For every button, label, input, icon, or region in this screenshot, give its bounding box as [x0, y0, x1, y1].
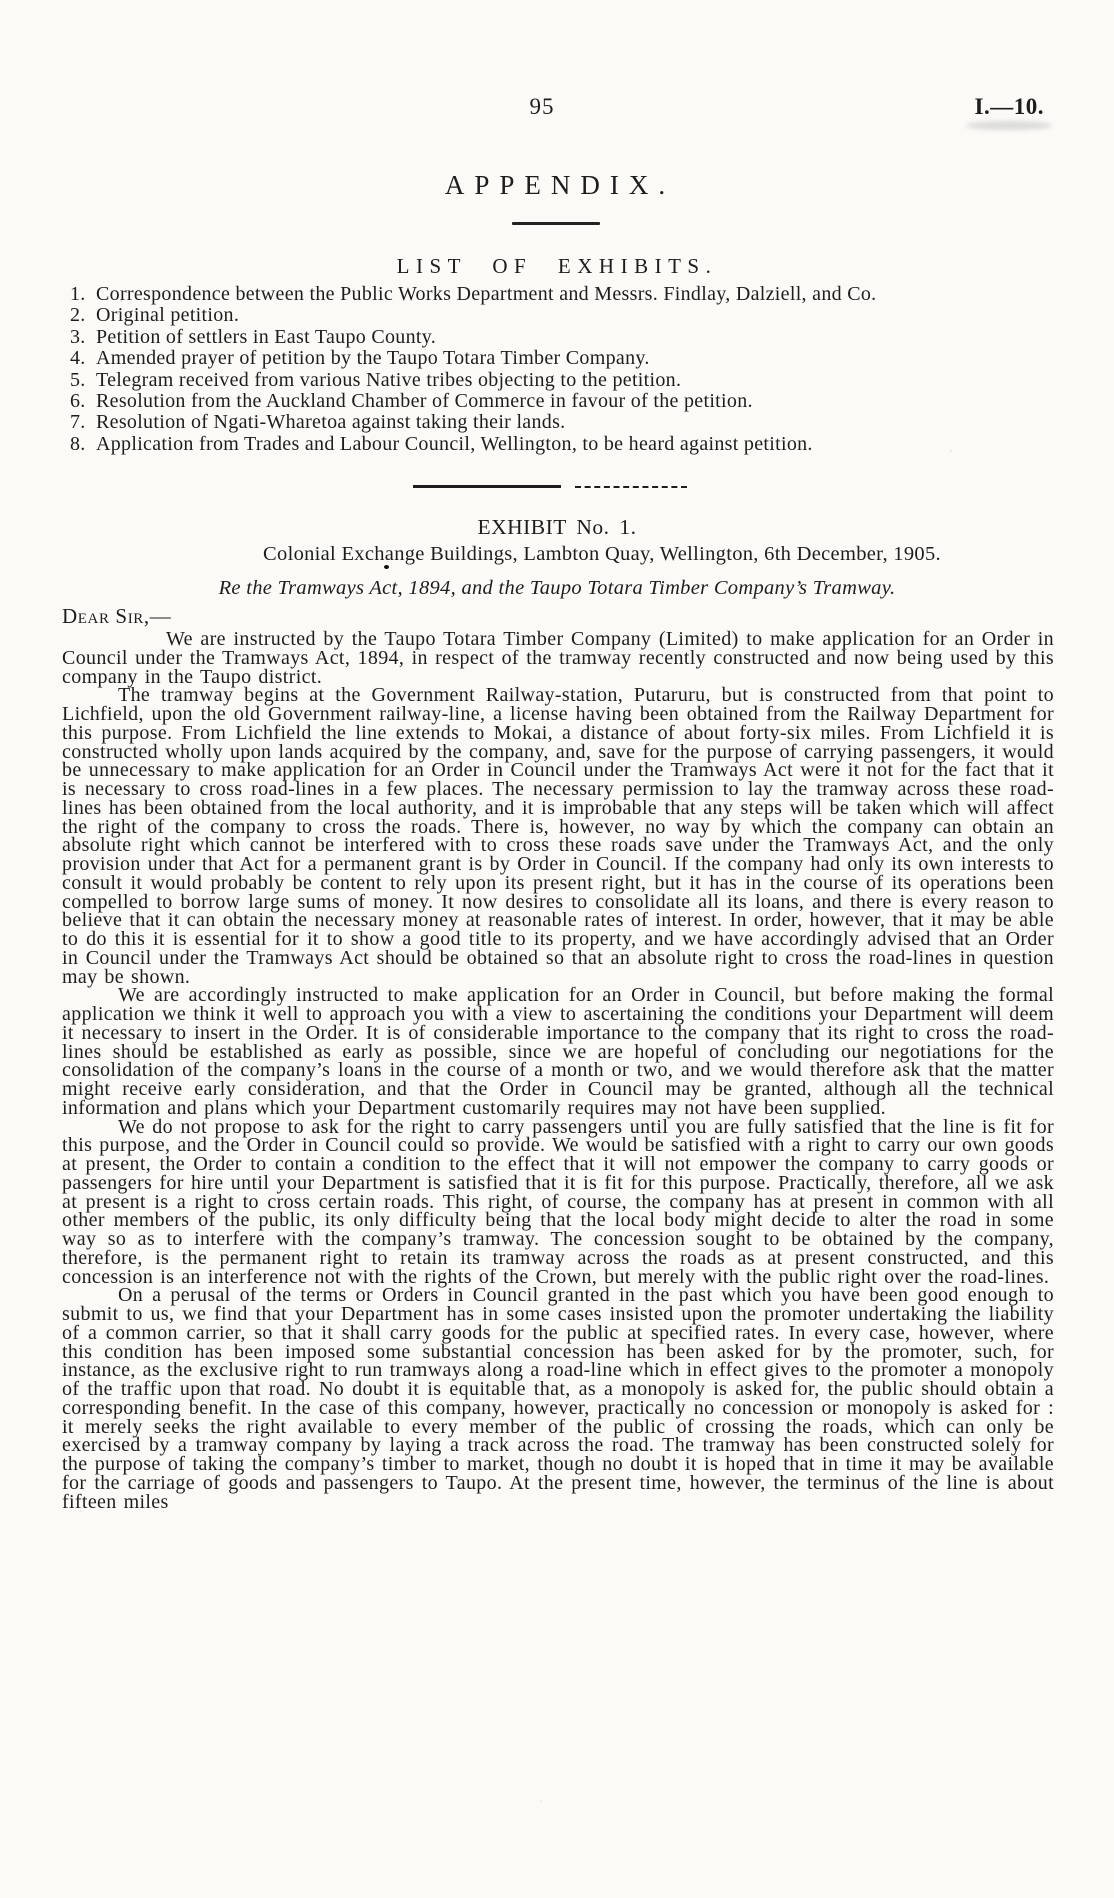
- exhibit-list-item: [62, 391, 1058, 412]
- exhibit-list-item: [62, 434, 1058, 455]
- exhibit-number: 1.: [70, 283, 86, 305]
- ink-dot: [384, 565, 389, 569]
- letter-body: [62, 630, 1054, 1511]
- exhibit-list-item: [62, 305, 1058, 326]
- exhibit-list-item: [62, 284, 1058, 305]
- exhibit-text: Correspondence between the Public Works Department and Messrs. Findlay, Dalziell, and Co.: [96, 283, 877, 305]
- exhibit-text: Telegram received from various Native tribes objecting to the petition.: [96, 368, 682, 391]
- exhibit-number: 2.: [70, 304, 86, 327]
- divider-segment: [413, 485, 561, 488]
- letter-paragraph: The tramway begins at the Government Railway-station, Putaruru, but is constructed from that point to Lichfield, upon the old Government railway-line, a license having been obtained from the Railway Department for this purpose. From Lichfield the line extends to Mokai, a distance of about forty-six miles. From Lichfield it is constructed wholly upon lands acquired by the company, and, save for the purpose of carrying passengers, it would be unnecessary to make application for an Order in Council under the Tramways Act were it not for the fact that it is necessary to cross road-lines in a few places. The necessary permission to lay the tramway across these road-lines has been obtained from the local authority, and it is improbable that any steps will be taken which will affect the right of the company to cross the roads. There is, however, no way by which the company can obtain an absolute right which cannot be interfered with to cross these roads save under the Tramways Act, and the only provision under that Act for a permanent grant is by Order in Council. If the company had only its own interests to consult it would probably be content to rely upon its present right, but it has in the course of its operations been compelled to borrow large sums of money. It now desires to consolidate all its loans, and there is every reason to believe that it can obtain the necessary money at reasonable rates of interest. In order, however, that it may be able to do this it is essential for it to show a good title to its property, and we have accordingly advised that an Order in Council under the Tramways Act should be obtained so that an absolute right to cross the road-lines in question may be shown.: [62, 684, 1054, 988]
- exhibit-number: 4.: [70, 347, 86, 370]
- divider-segment-dashed: [575, 486, 687, 488]
- running-head: [62, 94, 1052, 136]
- exhibit-list-item: [62, 348, 1058, 369]
- exhibit-text: Original petition.: [96, 304, 240, 327]
- exhibit-text: Petition of settlers in East Taupo County.: [96, 325, 437, 348]
- exhibit-list-item: [62, 327, 1058, 348]
- exhibit-list-item: [62, 412, 1058, 433]
- letter-paragraph: We do not propose to ask for the right to carry passengers until you are fully satisfied that the line is fit for this purpose, and the Order in Council could so provide. We would be satisfied with a right to carry our own goods at present, the Order to contain a condition to the effect that it will not empower the company to carry goods or passengers for hire until your Department is satisfied that it is fit for this purpose. Practically, therefore, all we ask at present is a right to cross certain roads. This right, of course, the company has at present in common with all other members of the public, its only difficulty being that the local body might decide to alter the road in some way so as to interfere with the company’s tramway. The concession sought to be obtained by the company, therefore, is the permanent right to retain its tramway across the roads as at present constructed, and this concession is an interference not with the rights of the Crown, but merely with the public right over the road-lines.: [62, 1115, 1054, 1288]
- section-divider: [413, 485, 687, 488]
- letter-paragraph: We are accordingly instructed to make application for an Order in Council, but before making the formal application we think it well to approach you with a view to ascertaining the conditions your Department will deem it necessary to insert in the Order. It is of considerable importance to the company that its right to cross the road-lines should be established as early as possible, since we are hopeful of concluding our negotiations for the consolidation of the company’s loans in the course of a month or two, and we would therefore ask that the matter might receive early consideration, and that the Order in Council may be granted, although all the technical information and plans which your Department customarily requires may not have been supplied.: [62, 984, 1054, 1119]
- salutation: Dear Sir,—: [62, 604, 172, 628]
- letter-subject-line: Re the Tramways Act, 1894, and the Taupo Totara Timber Company’s Tramway.: [218, 577, 896, 599]
- letter-dateline: Colonial Exchange Buildings, Lambton Quay, Wellington, 6th December, 1905.: [263, 543, 941, 565]
- exhibit-list-item: [62, 370, 1058, 391]
- exhibit-text: Resolution of Ngati-Wharetoa against taking their lands.: [96, 411, 566, 434]
- divider-rule: [512, 222, 600, 225]
- appendix-title: APPENDIX.: [444, 170, 676, 200]
- letter-paragraph: On a perusal of the terms or Orders in Council granted in the past which you have been good enough to submit to us, we find that your Department has in some cases insisted upon the promoter undertaking the liability of a common carrier, so that it shall carry goods for the public at specified rates. In every case, however, where this condition has been imposed some substantial concession has been asked for by the promoter, such, for instance, as the exclusive right to run tramways along a road-line which in effect gives to the promoter a monopoly of the traffic upon that road. No doubt it is equitable that, as a monopoly is asked for, the public should obtain a corresponding benefit. In the case of this company, however, practically no concession or monopoly is asked for : it merely seeks the right available to every member of the public of crossing the roads, which can only be exercised by a tramway company by laying a track across the road. The tramway has been constructed solely for the purpose of taking the company’s timber to market, though no doubt it is hoped that in time it may be available for the carriage of goods and passengers to Taupo. At the present time, however, the terminus of the line is about fifteen miles: [62, 1284, 1054, 1513]
- page-number: 95: [529, 94, 555, 119]
- letter-paragraph: We are instructed by the Taupo Totara Timber Company (Limited) to make application for an Order in Council under the Tramways Act, 1894, in respect of the tramway recently constructed and now being used by this company in the Taupo district.: [62, 628, 1054, 688]
- exhibit-list: [62, 284, 1058, 455]
- exhibit-number: 7.: [70, 411, 86, 434]
- exhibit-number: 6.: [70, 390, 86, 413]
- exhibit-text: Resolution from the Auckland Chamber of Commerce in favour of the petition.: [96, 390, 753, 413]
- exhibit-text: Application from Trades and Labour Council, Wellington, to be heard against petition.: [96, 432, 813, 455]
- exhibit-text: Amended prayer of petition by the Taupo Totara Timber Company.: [96, 347, 650, 370]
- list-of-exhibits-heading: LIST OF EXHIBITS.: [396, 254, 718, 278]
- ink-smudge: [966, 121, 1052, 130]
- exhibit-1-heading: EXHIBIT No. 1.: [477, 515, 637, 539]
- paper-reference: I.—10.: [974, 94, 1044, 119]
- exhibit-number: 5.: [70, 368, 86, 391]
- exhibit-number: 8.: [70, 432, 86, 455]
- exhibit-number: 3.: [70, 325, 86, 348]
